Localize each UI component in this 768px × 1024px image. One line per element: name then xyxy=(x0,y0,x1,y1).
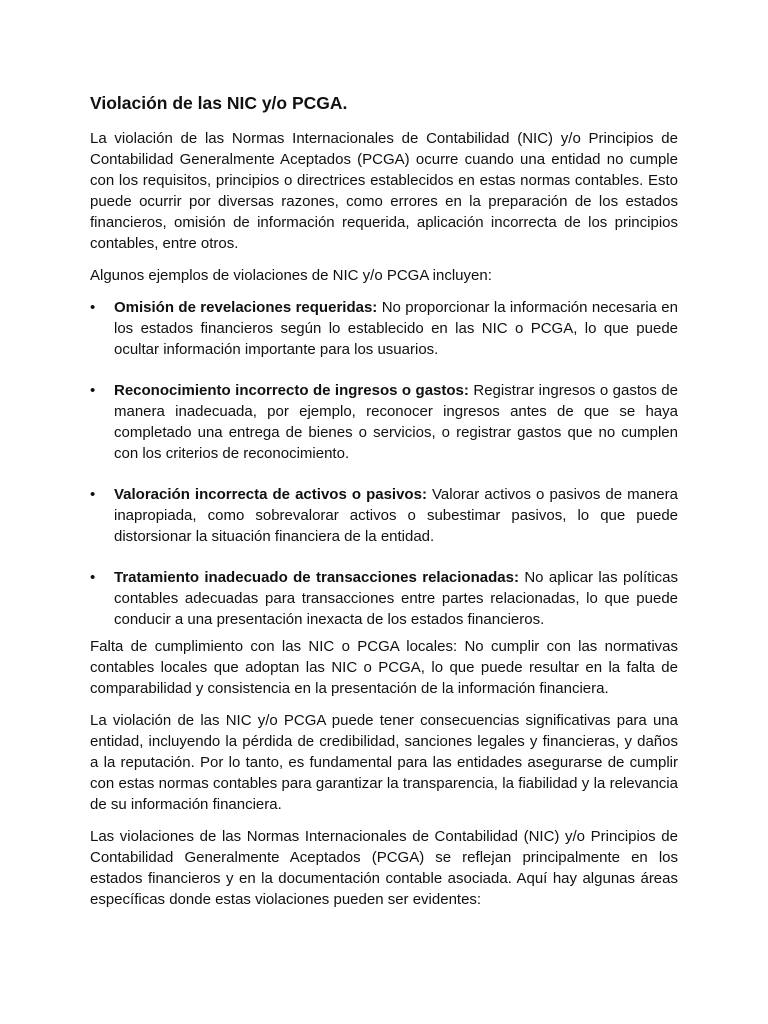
bullet-icon: • xyxy=(90,299,96,316)
list-item xyxy=(90,484,678,547)
intro-paragraph: La violación de las Normas Internacionales de Contabilidad (NIC) y/o Principios de Contabilidad Generalmente Aceptados (PCGA) ocurre cuando una entidad no cumple con los requisitos, principios o directrices establecidos en estas normas contables. Esto puede ocurrir por diversas razones, como errores en la preparación de los estados financieros, omisión de información requerida, aplicación incorrecta de los principios contables, entre otros. xyxy=(90,130,678,252)
bullet-icon: • xyxy=(90,382,96,399)
violations-list xyxy=(90,297,678,630)
list-item-text: Valorar activos o pasivos de manera inapropiada, como sobrevalorar activos o subestimar pasivos, lo que puede distorsionar la situación financiera de la entidad. xyxy=(114,486,678,545)
list-item-term: Valoración incorrecta de activos o pasivos: xyxy=(114,486,432,503)
examples-intro-paragraph: Algunos ejemplos de violaciones de NIC y/o PCGA incluyen: xyxy=(90,267,492,284)
list-item-term: Omisión de revelaciones requeridas: xyxy=(114,299,382,316)
list-item-term: Reconocimiento incorrecto de ingresos o gastos: xyxy=(114,382,474,399)
evidence-areas-paragraph: Las violaciones de las Normas Internacionales de Contabilidad (NIC) y/o Principios de Contabilidad Generalmente Aceptados (PCGA) se reflejan principalmente en los estados financieros y en la documentación contable asociada. Aquí hay algunas áreas específicas donde estas violaciones pueden ser evidentes: xyxy=(90,828,678,908)
document-title: Violación de las NIC y/o PCGA. xyxy=(90,93,348,113)
list-item xyxy=(90,297,678,360)
bullet-icon: • xyxy=(90,569,96,586)
list-item xyxy=(90,567,678,630)
list-item xyxy=(90,380,678,464)
list-item-term: Tratamiento inadecuado de transacciones relacionadas: xyxy=(114,569,525,586)
local-compliance-paragraph: Falta de cumplimiento con las NIC o PCGA locales: No cumplir con las normativas contables locales que adoptan las NIC o PCGA, lo que puede resultar en la falta de comparabilidad y consistencia en la presentación de la información financiera. xyxy=(90,638,678,697)
consequences-paragraph: La violación de las NIC y/o PCGA puede tener consecuencias significativas para una entidad, incluyendo la pérdida de credibilidad, sanciones legales y financieras, y daños a la reputación. Por lo tanto, es fundamental para las entidades asegurarse de cumplir con estas normas contables para garantizar la transparencia, la fiabilidad y la relevancia de su información financiera. xyxy=(90,712,678,813)
list-item-text: No proporcionar la información necesaria en los estados financieros según lo establecido en las NIC o PCGA, lo que puede ocultar información importante para los usuarios. xyxy=(114,299,678,358)
list-item-text: No aplicar las políticas contables adecuadas para transacciones entre partes relacionadas, lo que puede conducir a una presentación inexacta de los estados financieros. xyxy=(114,569,678,628)
document-page xyxy=(90,92,678,921)
list-item-text: Registrar ingresos o gastos de manera inadecuada, por ejemplo, reconocer ingresos antes de que se haya completado una entrega de bienes o servicios, o registrar gastos que no cumplen con los criterios de reconocimiento. xyxy=(114,382,678,462)
bullet-icon: • xyxy=(90,486,96,503)
